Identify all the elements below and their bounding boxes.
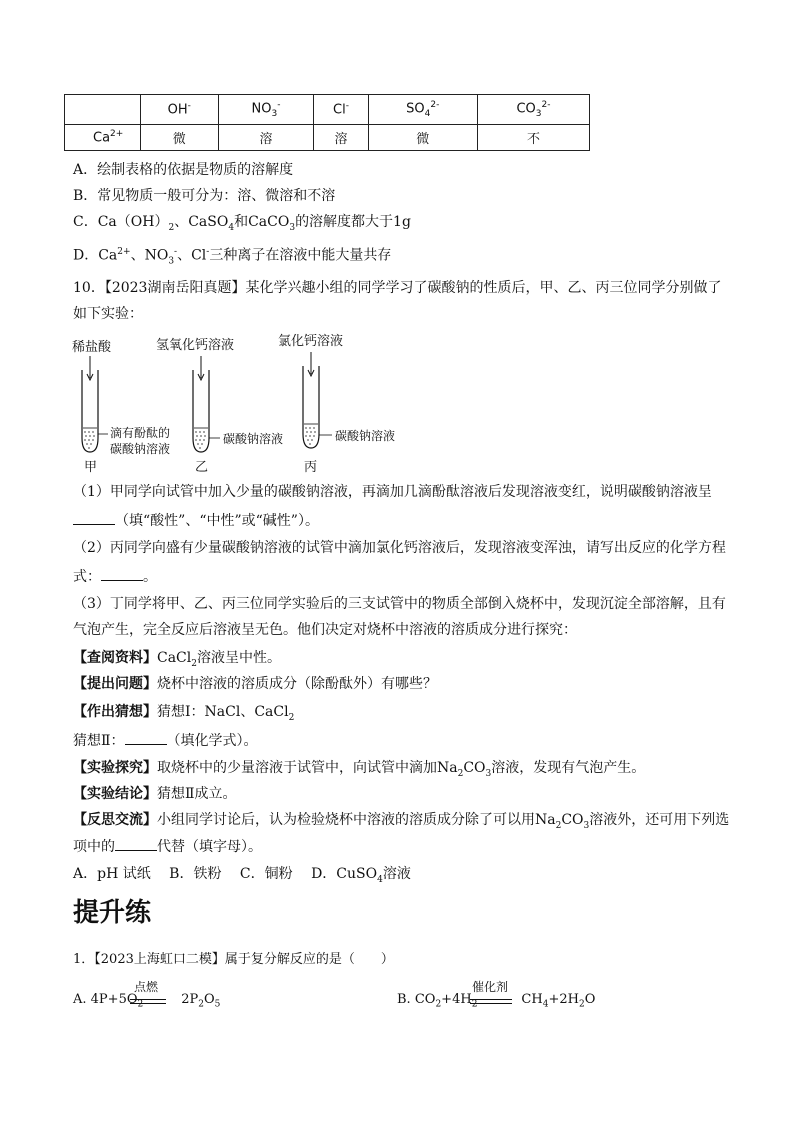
table-cell: 微 bbox=[141, 125, 219, 151]
q10-part2-line1: （2）丙同学向盛有少量碳酸钠溶液的试管中滴加氯化钙溶液后，发现溶液变浑浊，请写出反应的化学方程 bbox=[73, 540, 726, 556]
tube-jia-top-label: 稀盐酸 bbox=[72, 340, 112, 355]
guess2-line: 猜想Ⅱ： （填化学式）。 bbox=[73, 730, 258, 751]
option-b: B．常见物质一般可分为：溶、微溶和不溶 bbox=[73, 188, 336, 204]
explore-line: 【实验探究】取烧杯中的少量溶液于试管中，向试管中滴加$Na_2CO_3$溶液，发现有气泡产生。 bbox=[73, 760, 646, 779]
option-d: D．$Ca^{2+}$、$NO_3^-$、Cl-三种离子在溶液中能大量共存 bbox=[73, 247, 392, 267]
table-cell: 不 bbox=[477, 125, 589, 151]
tube-jia-side-label1: 滴有酚酞的 bbox=[110, 426, 171, 440]
tube-yi-side-label: 碳酸钠溶液 bbox=[223, 432, 284, 446]
conclusion-line: 【实验结论】猜想Ⅱ成立。 bbox=[73, 786, 237, 802]
answer-blank[interactable] bbox=[115, 836, 157, 851]
tube-bing-name: 丙 bbox=[304, 460, 318, 475]
q10-part3-line1: （3）丁同学将甲、乙、丙三位同学实验后的三支试管中的物质全部倒入烧杯中，发现沉淀全部溶解，且有 bbox=[73, 596, 726, 612]
q10-stem-line2: 如下实验： bbox=[73, 306, 143, 322]
tube-yi bbox=[193, 356, 220, 452]
q1-b-condition: 催化剂 bbox=[472, 980, 509, 994]
question-line: 【提出问题】烧杯中溶液的溶质成分（除酚酞外）有哪些？ bbox=[73, 676, 437, 692]
info-line: 【查阅资料】CaCl$_2$溶液呈中性。 bbox=[73, 650, 281, 669]
test-tube-diagram bbox=[70, 330, 430, 475]
q10-choices: A．pH 试纸 B．铁粉 C．铜粉 D．CuSO$_4$溶液 bbox=[73, 866, 411, 885]
tube-bing bbox=[303, 352, 332, 448]
q1-a-equals bbox=[130, 999, 166, 1004]
header-co3: $CO_3^{2-}$ bbox=[477, 95, 589, 125]
q10-part1-line1: （1）甲同学向试管中加入少量的碳酸钠溶液，再滴加几滴酚酞溶液后发现溶液变红，说明碳酸钠溶液呈 bbox=[73, 484, 712, 500]
table-corner-cell bbox=[65, 95, 141, 125]
reflect-line2: 项中的 代替（填字母）。 bbox=[73, 836, 262, 857]
solubility-table bbox=[64, 94, 590, 151]
q1-stem: 1．【2023上海虹口二模】属于复分解反应的是（ ） bbox=[73, 952, 394, 967]
table-cell: 溶 bbox=[314, 125, 368, 151]
tube-bing-side-label: 碳酸钠溶液 bbox=[335, 429, 396, 443]
q10-part3-line2: 气泡产生，完全反应后溶液呈无色。他们决定对烧杯中溶液的溶质成分进行探究： bbox=[73, 622, 577, 638]
q10-part1-line2: （填“酸性”、“中性”或“碱性”）。 bbox=[73, 510, 319, 531]
row-label-ca: $Ca^{2+}$ bbox=[65, 125, 141, 151]
tube-jia bbox=[82, 356, 108, 452]
reflect-line1: 【反思交流】小组同学讨论后，认为检验烧杯中溶液的溶质成分除了可以用$Na_2CO_3$溶液外，还可用下列选 bbox=[73, 812, 730, 831]
answer-blank[interactable] bbox=[73, 510, 115, 525]
tube-bing-top-label: 氯化钙溶液 bbox=[278, 334, 344, 349]
q1-a-condition: 点燃 bbox=[134, 980, 159, 994]
q1-option-b: B. $CO_2+4H_2$ $CH_4+2H_2O$ bbox=[397, 992, 596, 1010]
option-a: A．绘制表格的依据是物质的溶解度 bbox=[73, 162, 294, 178]
tube-jia-name: 甲 bbox=[84, 460, 98, 475]
table-cell: 溶 bbox=[218, 125, 314, 151]
section-title: 提升练 bbox=[73, 898, 152, 928]
tube-yi-name: 乙 bbox=[195, 460, 209, 475]
guess-line: 【作出猜想】猜想Ⅰ：NaCl、CaCl$_2$ bbox=[73, 704, 295, 723]
header-cl: Cl- bbox=[314, 95, 368, 125]
header-oh: OH- bbox=[141, 95, 219, 125]
q10-stem-line1: 10．【2023湖南岳阳真题】某化学兴趣小组的同学学习了碳酸钠的性质后，甲、乙、丙三位同学分别做了 bbox=[73, 280, 722, 296]
header-so4: $SO_4^{2-}$ bbox=[368, 95, 477, 125]
header-no3: $NO_3^-$ bbox=[218, 95, 314, 125]
answer-blank[interactable] bbox=[101, 566, 143, 581]
table-cell: 微 bbox=[368, 125, 477, 151]
answer-blank[interactable] bbox=[125, 730, 167, 745]
q10-part2-line2: 式： 。 bbox=[73, 566, 157, 587]
tube-jia-side-label2: 碳酸钠溶液 bbox=[110, 442, 171, 456]
tube-yi-top-label: 氢氧化钙溶液 bbox=[156, 338, 235, 353]
q1-b-equals bbox=[470, 999, 512, 1004]
q1-option-a: A. $4P+5O_2$ $2P_2O_5$ bbox=[73, 992, 221, 1010]
option-c: C．$Ca(OH)_2$、CaSO$_4$和CaCO$_3$的溶解度都大于1g bbox=[73, 214, 411, 233]
